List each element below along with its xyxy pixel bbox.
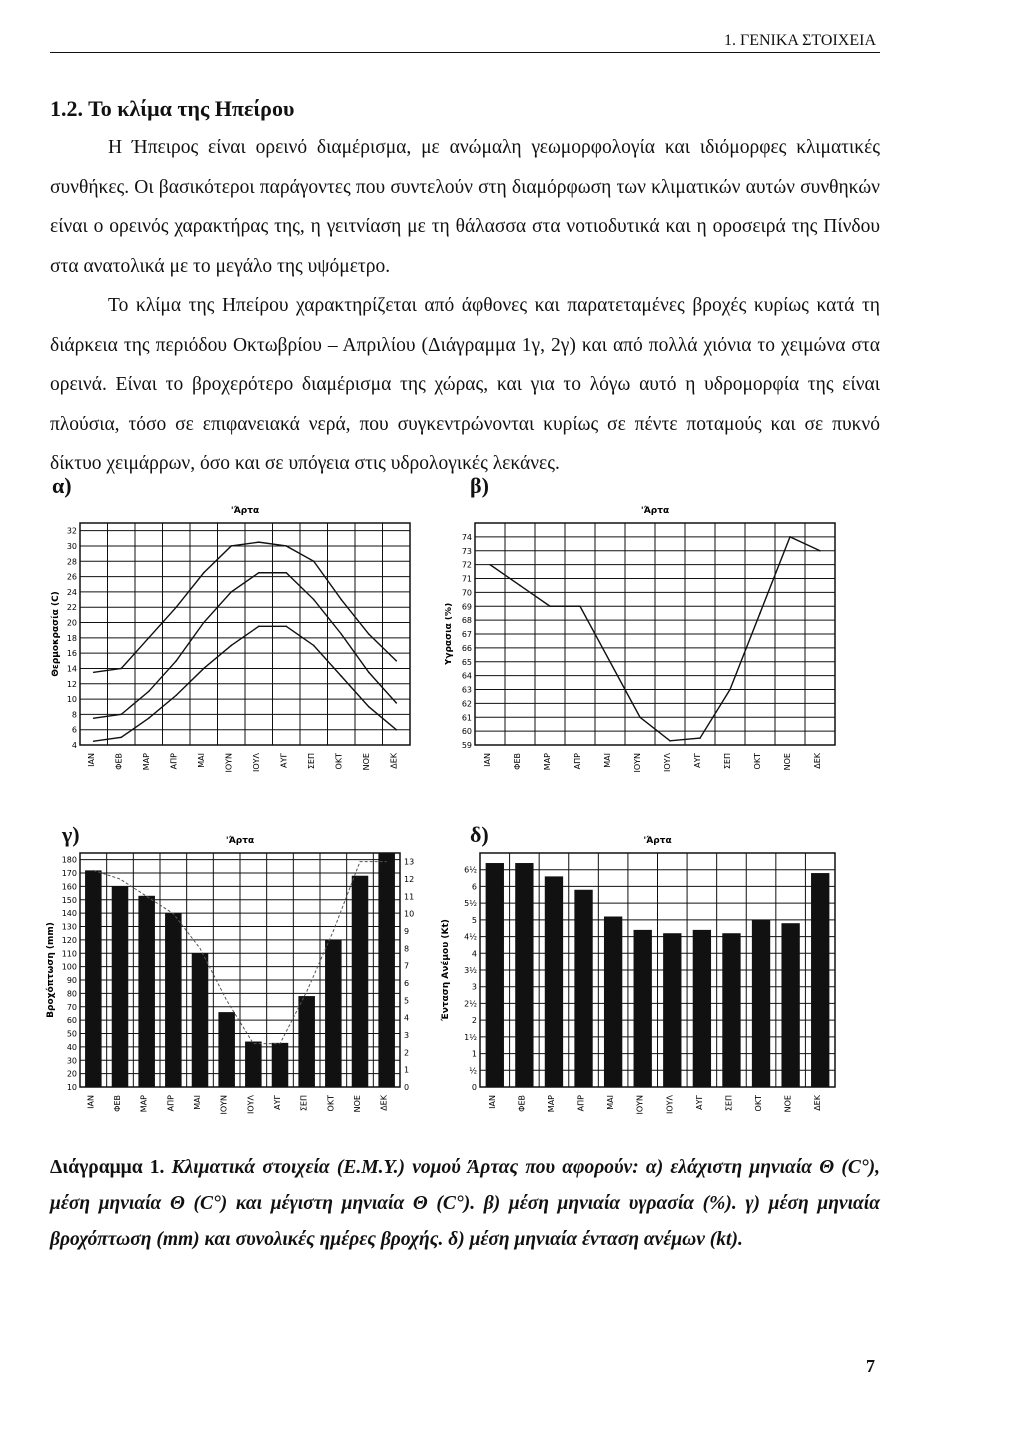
bar [85,870,102,1087]
y-tick-label: 8 [71,710,77,720]
data-point [148,637,150,639]
x-tick-label: ΙΑΝ [483,753,492,767]
data-point [175,606,177,608]
y-tick-label: 66 [461,643,472,653]
x-tick-label: ΙΟΥΛ [665,1095,675,1115]
x-tick-label: ΔΕΚ [813,753,822,769]
y-tick-label: 4 [71,741,77,750]
bar [515,863,533,1087]
bar [218,1012,235,1087]
y-tick-label: 2 [471,1016,477,1026]
bar [298,996,315,1087]
data-point [148,717,150,719]
x-tick-label: ΟΚΤ [754,1095,764,1112]
bar [811,873,829,1087]
data-point [313,560,315,562]
panel-label-d: δ) [470,822,489,847]
y-tick-label: 60 [461,727,472,737]
y2-tick-label: 0 [404,1083,410,1092]
bar [545,876,563,1087]
x-tick-label: ΙΑΝ [86,1095,96,1109]
y2-tick-label: 9 [404,927,410,936]
y2-tick-label: 8 [404,944,410,954]
x-tick-label: ΔΕΚ [813,1095,823,1111]
data-point [203,668,205,670]
data-point [120,714,122,716]
data-point [285,572,287,574]
y-tick-label: 74 [461,532,472,542]
data-point [313,645,315,647]
y-tick-label: 50 [66,1029,77,1039]
y-tick-label: ½ [469,1066,477,1076]
data-point [639,716,641,718]
section-title: 1.2. Το κλίμα της Ηπείρου [50,96,295,121]
data-point [368,671,370,673]
x-tick-label: ΦΕΒ [513,753,522,770]
y2-tick-label: 2 [404,1048,410,1058]
y-tick-label: 26 [66,572,77,582]
x-tick-label: ΝΟΕ [783,1095,793,1113]
bar [245,1042,262,1087]
data-point [175,694,177,696]
x-tick-label: ΙΟΥΛ [663,753,672,773]
bar [574,890,592,1087]
data-point [285,626,287,628]
y2-tick-label: 3 [404,1031,410,1040]
bar [272,1043,289,1087]
y-tick-label: 12 [66,679,77,689]
x-tick-label: ΙΟΥΝ [635,1095,645,1115]
y-tick-label: 6 [471,882,477,892]
body-text [50,128,880,484]
x-tick-label: ΜΑΡ [141,753,151,771]
bar [781,923,799,1087]
bar [604,917,622,1087]
bar [352,876,369,1087]
y-tick-label: 4 [471,949,477,959]
chart-title: 'Άρτα [230,506,260,516]
x-tick-label: ΙΟΥΛ [246,1095,256,1115]
y-tick-label: 73 [461,546,472,556]
bar [378,853,395,1087]
y-tick-label: 3 [471,982,477,992]
running-header-title: 1. ΓΕΝΙΚΑ ΣΤΟΙΧΕΙΑ [723,32,876,49]
y2-tick-label: 1 [404,1065,410,1075]
y-tick-label: 5 [471,915,477,925]
y-tick-label: 10 [66,1083,77,1092]
data-point [175,660,177,662]
y-tick-label: 62 [461,699,472,709]
y-tick-label: 61 [461,713,472,723]
y-tick-label: 90 [66,976,77,986]
x-tick-label: ΣΕΠ [306,753,316,770]
y2-tick-label: 5 [404,996,410,1006]
figure-caption [50,1150,880,1258]
y-tick-label: 0 [471,1083,477,1092]
y-tick-label: 30 [66,541,77,551]
x-tick-label: ΔΕΚ [389,753,399,769]
y-tick-label: 68 [461,616,472,626]
y-tick-label: 18 [66,633,77,643]
y-tick-label: 24 [66,587,77,597]
x-tick-label: ΟΚΤ [753,753,762,770]
data-point [489,564,491,566]
bar [693,930,711,1087]
x-tick-label: ΑΥΓ [279,753,289,768]
y-axis-label: Βροχόπτωση (mm) [46,922,56,1018]
x-tick-label: ΑΠΡ [576,1095,586,1112]
y-tick-label: 100 [61,962,77,972]
chart-temperature [50,505,430,810]
y-tick-label: 10 [66,695,77,705]
bar [752,920,770,1087]
chart-rainfall [45,835,440,1140]
bar [192,953,209,1087]
data-point [203,572,205,574]
y2-tick-label: 4 [404,1013,410,1023]
caption-lead: Διάγραμμα 1. [50,1157,165,1178]
x-tick-label: ΜΑΡ [543,753,552,771]
data-point [120,737,122,739]
y-tick-label: 6 [71,725,77,735]
y-axis-label: Υγρασία (%) [445,602,454,666]
data-point [258,572,260,574]
y-tick-label: 70 [461,588,472,598]
paragraph-1: Η Ήπειρος είναι ορεινό διαμέρισμα, με ανώμαλη γεωμορφολογία και ιδιόμορφες κλιματικές συνθήκες. Οι βασικότεροι παράγοντες που συντελούν στη διαμόρφωση των κλιματικών αυτών συνθηκών είναι ο ορεινός χαρακτήρας της, η γειτνίαση με τη θάλασσα στα νοτιοδυτικά και η οροσειρά της Πίνδου στα ανατολικά με το μεγάλο της υψόμετρο. [50,137,880,277]
y-axis-label: Ένταση Ανέμου (Kt) [441,919,451,1021]
x-tick-label: ΙΟΥΝ [224,753,234,773]
x-tick-label: ΝΟΕ [353,1095,362,1113]
chart-title: 'Άρτα [643,836,672,846]
paragraph-2: Το κλίμα της Ηπείρου χαρακτηρίζεται από άφθονες και παρατεταμένες βροχές κυρίως κατά τη διάρκεια της περιόδου Οκτωβρίου – Απριλίου (Διάγραμμα 1γ, 2γ) και από πολλά χιόνια το χειμώνα στα ορεινά. Είναι το βροχερότερο διαμέρισμα της χώρας, και για το λόγω αυτό η υδρομορφία της είναι πλούσια, τόσο σε επιφανειακά νερά, που συγκεντρώνονται κυρίως σε πέντε ποταμούς και σε πυκνό δίκτυο χειμάρρων, όσο και σε υπόγεια στις υδρολογικές λεκάνες. [50,295,880,474]
data-point [340,633,342,635]
data-point [203,622,205,624]
y-tick-label: 40 [66,1042,77,1052]
bar [325,940,342,1087]
data-point [609,661,611,663]
x-tick-label: ΑΥΓ [694,1095,704,1110]
x-tick-label: ΔΕΚ [379,1095,389,1111]
x-tick-label: ΜΑΙ [603,753,612,768]
data-point [230,591,232,593]
y-tick-label: 70 [66,1002,77,1012]
data-point [340,599,342,601]
data-point [549,605,551,607]
data-point [759,612,761,614]
bar [663,933,681,1087]
y-tick-label: 71 [461,574,472,584]
data-point [368,706,370,708]
y-tick-label: 80 [66,989,77,999]
x-tick-label: ΟΚΤ [334,753,344,770]
y-tick-label: 65 [461,657,472,667]
data-point [285,545,287,547]
data-point [669,740,671,742]
data-point [395,702,397,704]
x-tick-label: ΑΥΓ [693,753,702,768]
y-tick-label: 30 [66,1056,77,1066]
data-point [729,689,731,691]
y-tick-label: 60 [66,1016,77,1026]
data-point [699,737,701,739]
y-tick-label: 180 [61,855,77,865]
y-tick-label: 63 [461,685,472,695]
data-point [340,675,342,677]
y-tick-label: 170 [61,869,77,879]
y-tick-label: 2½ [464,999,477,1009]
y-tick-label: 3½ [464,966,477,975]
bar [634,930,652,1087]
chart-title: 'Άρτα [225,836,255,846]
y-tick-label: 120 [61,935,77,945]
bar [486,863,504,1087]
running-header [50,30,880,53]
chart-wind [440,835,845,1140]
data-point [579,605,581,607]
panel-label-c: γ) [62,822,80,847]
y-tick-label: 140 [61,909,77,919]
y-tick-label: 59 [461,741,472,750]
x-tick-label: ΦΕΒ [517,1095,527,1112]
x-tick-label: ΜΑΙ [606,1095,616,1110]
data-point [230,545,232,547]
data-point [395,660,397,662]
x-tick-label: ΜΑΙ [193,1095,202,1110]
caption-text: Κλιματικά στοιχεία (Ε.Μ.Υ.) νομού Άρτας που αφορούν: α) ελάχιστη μηνιαία Θ (C°), μέση μηνιαία Θ (C°) και μέγιστη μηνιαία Θ (C°). β) μέση μηνιαία υγρασία (%). γ) μέση μηνιαία βροχόπτωση (mm) και συνολικές ημέρες βροχής. δ) μέση μηνιαία ένταση ανέμων (kt). [50,1157,880,1250]
y-tick-label: 20 [66,618,77,628]
x-tick-label: ΑΠΡ [166,1095,176,1112]
data-point [313,599,315,601]
x-tick-label: ΣΕΠ [299,1095,309,1112]
y-tick-label: 22 [66,603,77,613]
x-tick-label: ΝΟΕ [361,753,371,771]
y-tick-label: 1½ [464,1032,477,1042]
data-point [368,633,370,635]
y-tick-label: 4½ [464,932,477,942]
bar [722,933,740,1087]
chart-humidity [445,505,845,810]
x-tick-label: ΝΟΕ [783,753,792,771]
y-tick-label: 130 [61,922,77,932]
y-tick-label: 20 [66,1069,77,1079]
y2-tick-label: 10 [404,909,415,919]
data-point [819,550,821,552]
data-point [120,668,122,670]
y2-tick-label: 11 [404,892,415,902]
x-tick-label: ΑΠΡ [169,753,179,770]
y2-tick-label: 12 [404,875,415,884]
y-tick-label: 32 [66,526,77,536]
y-tick-label: 64 [461,671,472,681]
chart-humidity-svg [445,505,845,805]
y-tick-label: 150 [61,895,77,905]
data-point [93,740,95,742]
y-tick-label: 16 [66,649,77,659]
chart-rainfall-svg [45,835,440,1135]
data-point [93,717,95,719]
x-tick-label: ΙΟΥΝ [219,1095,229,1115]
y-tick-label: 110 [61,949,77,959]
x-tick-label: ΙΑΝ [86,753,96,767]
data-point [519,585,521,587]
page-number: 7 [866,1356,875,1376]
y-tick-label: 72 [461,560,472,570]
panel-label-b: β) [470,473,489,498]
y-tick-label: 6½ [464,865,477,875]
x-tick-label: ΜΑΡ [546,1095,556,1113]
x-tick-label: ΙΑΝ [487,1095,497,1109]
x-tick-label: ΟΚΤ [326,1095,336,1112]
data-point [395,729,397,731]
chart-temperature-svg [50,505,430,805]
x-tick-label: ΣΕΠ [724,1095,734,1112]
data-point [789,536,791,538]
x-tick-label: ΦΕΒ [113,1095,122,1112]
bar [165,913,182,1087]
chart-title: 'Άρτα [640,506,670,516]
y2-tick-label: 6 [404,979,410,988]
panel-label-a: α) [52,473,72,498]
x-tick-label: ΣΕΠ [723,753,732,770]
y-tick-label: 14 [66,664,77,674]
data-point [230,645,232,647]
data-point [258,626,260,628]
x-tick-label: ΑΠΡ [573,753,582,770]
x-tick-label: ΑΥΓ [273,1095,282,1110]
data-point [148,691,150,693]
x-tick-label: ΜΑΙ [196,753,206,768]
y-tick-label: 1 [471,1049,477,1059]
x-tick-label: ΙΟΥΛ [251,753,261,773]
y-tick-label: 5½ [464,899,477,909]
y2-tick-label: 7 [404,961,410,971]
y-tick-label: 28 [66,557,77,567]
x-tick-label: ΙΟΥΝ [633,753,642,773]
y-tick-label: 67 [461,630,472,639]
bar [112,886,129,1087]
x-tick-label: ΜΑΡ [139,1095,149,1113]
chart-wind-svg [440,835,845,1135]
y-tick-label: 69 [461,602,472,612]
y2-tick-label: 13 [404,857,415,867]
y-axis-label: Θερμοκρασία (C) [51,591,61,677]
data-point [258,541,260,543]
data-point [93,671,95,673]
x-tick-label: ΦΕΒ [114,753,124,770]
y-tick-label: 160 [61,882,77,892]
bar [138,896,155,1087]
